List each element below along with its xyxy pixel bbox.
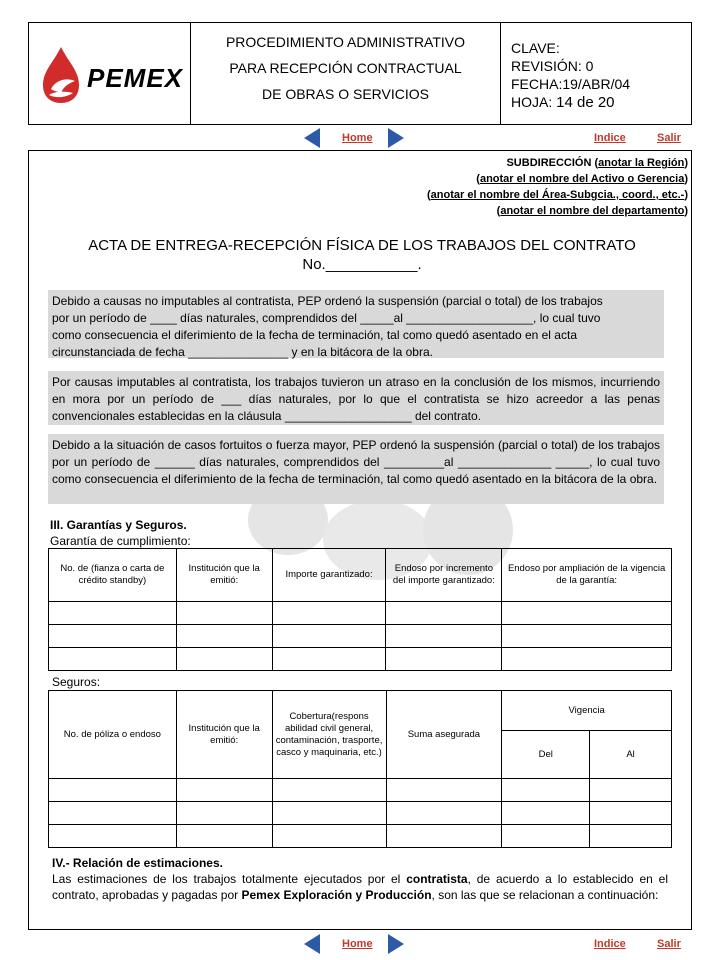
clave: CLAVE: (511, 40, 560, 56)
col-poliza: No. de póliza o endoso (49, 691, 177, 779)
col-vigencia: Vigencia (502, 691, 672, 731)
logo-cell (29, 23, 191, 124)
paragraph-suspension-pep: Debido a causas no imputables al contratista, PEP ordenó la suspensión (parcial o total) de los trabajos por un período de ____ días naturales, comprendidos del _____al ___________________, lo cual tuvo como consecuencia el diferimiento de la fecha de terminación, tal como quedó asentado en el acta circunstanciada de fecha _______________ y en la bitácora de la obra. (48, 290, 664, 358)
area-field: anotar el nombre del Área-Subgcia., coord., etc.- (430, 189, 685, 201)
estimaciones-text: Las estimaciones de los trabajos totalmente ejecutados por el contratista, de acuerdo a lo establecido en el contrato, aprobadas y pagadas por Pemex Exploración y Producción, son las que se relacionan a continuación: (52, 872, 668, 902)
salir-link-bottom[interactable]: Salir (657, 938, 681, 950)
activo-field: anotar el nombre del Activo o Gerencia (479, 173, 685, 185)
table-header-row (49, 549, 672, 602)
region-field: anotar la Región (598, 157, 685, 169)
col-endoso-ampliacion: Endoso por ampliación de la vigencia de la garantía: (502, 549, 672, 602)
revision: REVISIÓN: 0 (511, 58, 594, 74)
hoja-value: 14 de 20 (556, 94, 615, 111)
home-link-bottom[interactable]: Home (342, 938, 373, 950)
table-row (49, 648, 672, 671)
arrow-right-icon[interactable] (388, 128, 404, 148)
salir-link[interactable]: Salir (657, 132, 681, 144)
document-header (28, 22, 692, 125)
col-al: Al (590, 731, 672, 779)
home-link[interactable]: Home (342, 132, 373, 144)
arrow-left-icon[interactable] (304, 128, 320, 148)
paragraph-atraso-contratista: Por causas imputables al contratista, los trabajos tuvieron un atraso en la conclusión de los mismos, incurriendo en mora por un período de ___ días naturales, por lo que el contratista se hizo acreedor a las penas convencionales establecidas en la cláusula ___________________ del contrato. (48, 371, 664, 425)
table-row (49, 625, 672, 648)
table-row (49, 602, 672, 625)
table-row (49, 825, 672, 848)
col-no-fianza: No. de (fianza o carta de crédito standby) (49, 549, 177, 602)
fecha: FECHA:19/ABR/04 (511, 76, 631, 92)
table-row (49, 779, 672, 802)
indice-link-bottom[interactable]: Indice (594, 938, 626, 950)
col-endoso-incremento: Endoso por incremento del importe garantizado: (386, 549, 502, 602)
col-del: Del (502, 731, 590, 779)
title-line-1: PROCEDIMIENTO ADMINISTRATIVO (225, 34, 466, 50)
table-header-row (49, 691, 672, 731)
col-institucion: Institución que la emitió: (176, 549, 272, 602)
indice-link[interactable]: Indice (594, 132, 626, 144)
col-institucion: Institución que la emitió: (176, 691, 272, 779)
seguros-table (48, 690, 672, 848)
garantias-table (48, 548, 672, 671)
paragraph-fuerza-mayor: Debido a la situación de casos fortuitos o fuerza mayor, PEP ordenó la suspensión (parcial o total) de los trabajos por un período de ______ días naturales, comprendidos del _________al ______________ _____, lo cual tuvo como consecuencia el diferimiento de la fecha de terminación, tal como quedó asentado en la bitácora de la obra. (48, 434, 664, 504)
pemex-eagle-logo (35, 45, 87, 105)
garantias-heading: III. Garantías y Seguros. (50, 518, 187, 532)
arrow-left-icon[interactable] (304, 934, 320, 954)
estimaciones-heading: IV.- Relación de estimaciones. (52, 856, 223, 870)
garantia-subheading: Garantía de cumplimiento: (50, 534, 191, 548)
document-title (191, 23, 501, 124)
seguros-heading: Seguros: (52, 675, 101, 689)
table-row (49, 802, 672, 825)
subdireccion-block: SUBDIRECCIÓN (anotar la Región) (anotar el nombre del Activo o Gerencia) (anotar el nombre del Área-Subgcia., coord., etc.-) (anotar el nombre del departamento) (426, 157, 688, 217)
pemex-wordmark: PEMEX (87, 63, 184, 93)
title-line-3: DE OBRAS O SERVICIOS (261, 86, 429, 102)
hoja: HOJA: 14 de 20 (511, 94, 615, 111)
title-line-2: PARA RECEPCIÓN CONTRACTUAL (229, 60, 462, 76)
col-cobertura: Cobertura(respons abilidad civil general, contaminación, trasporte, casco y maquinaria, etc.) (272, 691, 386, 779)
departamento-field: anotar el nombre del departamento (500, 205, 685, 217)
col-importe: Importe garantizado: (272, 549, 386, 602)
document-meta (501, 23, 691, 124)
acta-title: ACTA DE ENTREGA-RECEPCIÓN FÍSICA DE LOS TRABAJOS DEL CONTRATO No.___________. (88, 237, 636, 273)
arrow-right-icon[interactable] (388, 934, 404, 954)
col-suma: Suma asegurada (386, 691, 502, 779)
